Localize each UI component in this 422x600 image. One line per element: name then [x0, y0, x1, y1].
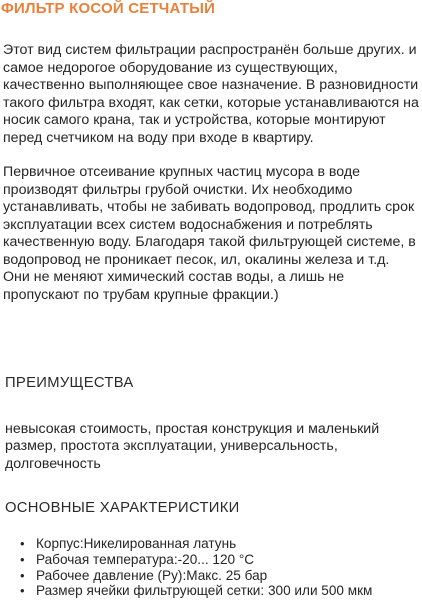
spec-item-label: Размер ячейки фильтрующей сетки: 300 или 500 мкм	[36, 583, 373, 599]
page-title: ФИЛЬТР КОСОЙ СЕТЧАТЫЙ	[1, 0, 216, 17]
specs-heading: ОСНОВНЫЕ ХАРАКТЕРИСТИКИ	[5, 500, 240, 516]
spec-item-temperature	[18, 552, 422, 568]
spec-item-pressure	[18, 568, 422, 584]
spec-item-label: Рабочее давление (Ру):Макс. 25 бар	[36, 567, 268, 583]
spec-item-housing	[18, 536, 422, 552]
description-paragraph-2: Первичное отсеивание крупных частиц мусора в воде производят фильтры грубой очистки. Их необходимо устанавливать, чтобы не забивать водопровод, продлить срок эксплуатации всех систем водоснабжения и потреблять качественную воду. Благодаря такой фильтрующей системе, в водопровод не проникает песок, ил, окалины железа и т.д. Они не меняют химический состав воды, а лишь не пропускают по трубам крупные фракции.)	[3, 164, 416, 303]
bullet-icon: •	[20, 583, 25, 599]
specs-list	[18, 536, 422, 599]
advantages-heading: ПРЕИМУЩЕСТВА	[5, 375, 134, 391]
bullet-icon: •	[20, 551, 25, 567]
spec-item-label: Рабочая температура:-20... 120 °C	[36, 551, 255, 567]
advantages-text: невысокая стоимость, простая конструкция и маленький размер, простота эксплуатации, универсальность, долговечность	[5, 421, 380, 472]
bullet-icon: •	[20, 536, 25, 551]
description-paragraph-1: Этот вид систем фильтрации распространён больше других. и самое недорогое оборудование из существующих, качественно выполняющее свое назначение. В разновидности такого фильтра входят, как сетки, которые устанавливаются на носик самого крана, так и устройства, которые монтируют перед счетчиком на воду при входе в квартиру.	[3, 42, 419, 146]
spec-item-mesh-size	[18, 583, 422, 599]
spec-item-label: Корпус:Никелированная латунь	[36, 536, 237, 551]
bullet-icon: •	[20, 567, 25, 583]
